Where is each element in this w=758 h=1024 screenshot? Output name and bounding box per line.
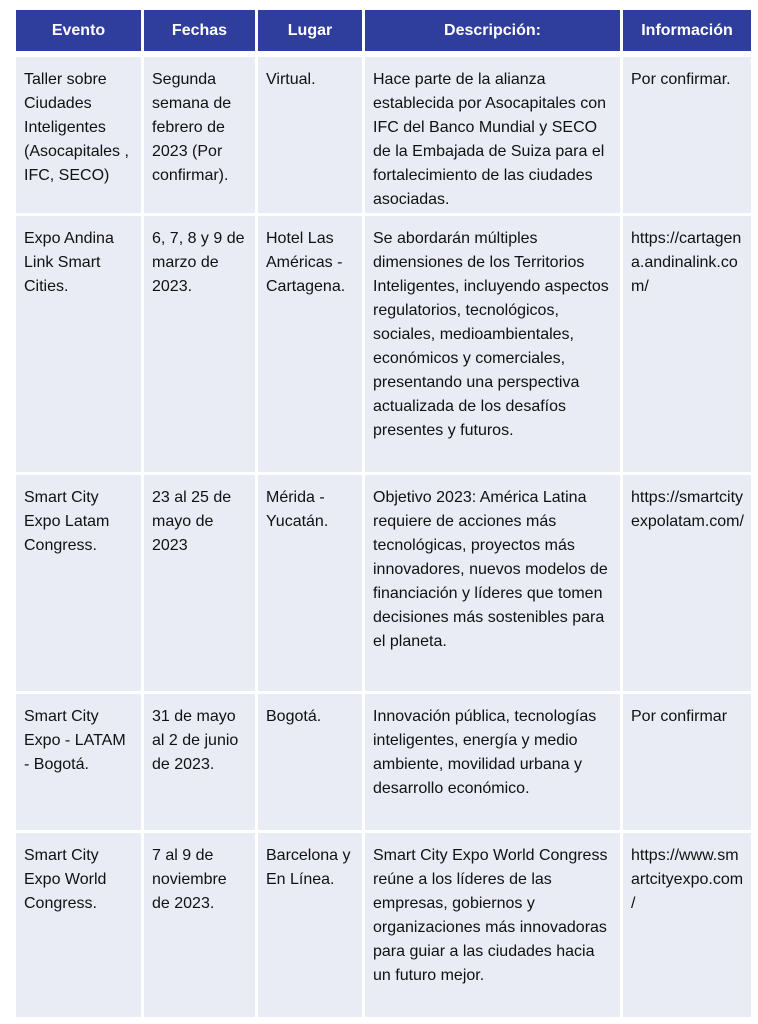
cell-descripcion: Smart City Expo World Congress reúne a los líderes de las empresas, gobiernos y organizaciones más innovadoras para guiar a las ciudades hacia un futuro mejor.: [365, 833, 620, 1017]
cell-informacion: Por confirmar: [623, 694, 751, 830]
cell-lugar: Hotel Las Américas - Cartagena.: [258, 216, 362, 472]
cell-descripcion: Innovación pública, tecnologías inteligentes, energía y medio ambiente, movilidad urbana y desarrollo económico.: [365, 694, 620, 830]
cell-descripcion: Hace parte de la alianza establecida por Asocapitales con IFC del Banco Mundial y SECO de la Embajada de Suiza para el fortalecimiento de las ciudades asociadas.: [365, 57, 620, 213]
cell-lugar: Mérida - Yucatán.: [258, 475, 362, 691]
cell-evento: Expo Andina Link Smart Cities.: [16, 216, 141, 472]
cell-lugar: Bogotá.: [258, 694, 362, 830]
cell-fechas: 7 al 9 de noviembre de 2023.: [144, 833, 255, 1017]
cell-informacion-link[interactable]: https://cartagena.andinalink.com/: [623, 216, 751, 472]
cell-fechas: 6, 7, 8 y 9 de marzo de 2023.: [144, 216, 255, 472]
header-evento: Evento: [16, 10, 141, 54]
cell-evento: Smart City Expo Latam Congress.: [16, 475, 141, 691]
cell-fechas: 31 de mayo al 2 de junio de 2023.: [144, 694, 255, 830]
cell-informacion-link[interactable]: https://smartcityexpolatam.com/: [623, 475, 751, 691]
cell-descripcion: Objetivo 2023: América Latina requiere de acciones más tecnológicas, proyectos más innovadores, nuevos modelos de financiación y líderes que tomen decisiones más sostenibles para el planeta.: [365, 475, 620, 691]
cell-descripcion: Se abordarán múltiples dimensiones de los Territorios Inteligentes, incluyendo aspectos regulatorios, tecnológicos, sociales, medioambientales, económicos y comerciales, presentando una perspectiva actualizada de los desafíos presentes y futuros.: [365, 216, 620, 472]
cell-fechas: 23 al 25 de mayo de 2023: [144, 475, 255, 691]
header-fechas: Fechas: [144, 10, 255, 54]
cell-fechas: Segunda semana de febrero de 2023 (Por confirmar).: [144, 57, 255, 213]
cell-evento: Smart City Expo World Congress.: [16, 833, 141, 1017]
cell-lugar: Virtual.: [258, 57, 362, 213]
cell-evento: Smart City Expo - LATAM - Bogotá.: [16, 694, 141, 830]
cell-evento: Taller sobre Ciudades Inteligentes (Asocapitales , IFC, SECO): [16, 57, 141, 213]
header-lugar: Lugar: [258, 10, 362, 54]
cell-informacion-link[interactable]: https://www.smartcityexpo.com/: [623, 833, 751, 1017]
header-descripcion: Descripción:: [365, 10, 620, 54]
cell-lugar: Barcelona y En Línea.: [258, 833, 362, 1017]
events-table: [16, 10, 751, 1017]
header-informacion: Información: [623, 10, 751, 54]
cell-informacion: Por confirmar.: [623, 57, 751, 213]
